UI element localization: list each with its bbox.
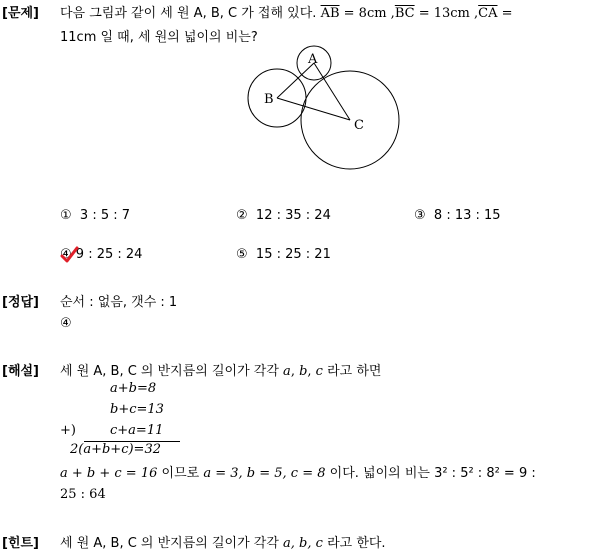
choice-3-number: ③ <box>414 208 426 223</box>
length-ca: = <box>497 6 513 21</box>
conclusion-connector: 이므로 <box>157 466 204 481</box>
length-ab: = 8cm , <box>339 6 395 21</box>
choice-1-text: 3 : 5 : 7 <box>79 208 131 223</box>
var-c: c <box>315 364 323 379</box>
edge-bc <box>277 98 350 120</box>
length-bc: = 13cm , <box>414 6 479 21</box>
choice-5-text: 15 : 25 : 21 <box>255 247 331 262</box>
choice-3-text: 8 : 13 : 15 <box>433 208 501 223</box>
choice-1-number: ① <box>60 208 72 223</box>
hint-text <box>60 532 386 551</box>
label-b: B <box>264 92 274 107</box>
equation-1: a+b=8 <box>110 381 157 396</box>
hint-label: [힌트] <box>2 536 39 551</box>
choice-2-number: ② <box>236 208 248 223</box>
correct-checkmark-icon <box>60 245 80 265</box>
solution-intro-text: 세 원 A, B, C 의 반지름의 길이가 각각 <box>60 364 284 379</box>
area-ratio-text: 이다. 넓이의 비는 3² : 5² : 8² = 9 : <box>325 466 536 481</box>
problem-line-1-text: 다음 그림과 같이 세 원 A, B, C 가 접해 있다. <box>60 6 321 21</box>
plus-sign: +) <box>60 423 76 438</box>
problem-line-1 <box>60 2 513 21</box>
var-b: b <box>299 364 308 379</box>
hint-text-pre: 세 원 A, B, C 의 반지름의 길이가 각각 <box>60 536 284 551</box>
label-c: C <box>354 118 364 133</box>
edge-ab <box>277 63 314 98</box>
choice-1[interactable] <box>60 208 130 223</box>
sep-2: , <box>307 364 316 379</box>
answer-value: ④ <box>60 316 72 331</box>
equation-2: b+c=13 <box>110 402 164 417</box>
three-circles-figure <box>240 42 410 172</box>
choice-5-number: ⑤ <box>236 247 248 262</box>
choice-4-number: ④ <box>60 247 72 262</box>
choice-4-text: 9 : 25 : 24 <box>75 247 143 262</box>
choice-3[interactable] <box>414 208 501 223</box>
hint-vars: a, b, c <box>283 536 323 551</box>
radii-values: a = 3, b = 5, c = 8 <box>203 466 326 481</box>
choice-2[interactable] <box>236 208 331 223</box>
solution-conclusion-cont: 25 : 64 <box>60 487 106 502</box>
segment-ca: $\overline{CA}$ <box>478 6 498 21</box>
label-a: A <box>308 52 318 67</box>
choice-5[interactable] <box>236 247 331 262</box>
hint-text-post: 라고 한다. <box>322 536 386 551</box>
solution-intro-post: 라고 하면 <box>322 364 382 379</box>
solution-intro <box>60 360 381 379</box>
sep-1: , <box>290 364 300 379</box>
sum-result: a + b + c = 16 <box>60 466 158 481</box>
solution-conclusion <box>60 462 536 481</box>
solution-label: [해설] <box>2 364 39 379</box>
var-a: a <box>283 364 291 379</box>
equation-sum: 2(a+b+c)=32 <box>70 442 161 457</box>
problem-label: [문제] <box>2 6 39 21</box>
problem-line-2: 11cm 일 때, 세 원의 넓이의 비는? <box>60 30 258 45</box>
segment-ab: $\overline{AB}$ <box>320 6 340 21</box>
segment-bc: $\overline{BC}$ <box>394 6 415 21</box>
choice-2-text: 12 : 35 : 24 <box>255 208 331 223</box>
equation-3: c+a=11 <box>110 423 164 438</box>
answer-meta: 순서 : 없음, 갯수 : 1 <box>60 295 178 310</box>
answer-label: [정답] <box>2 295 39 310</box>
